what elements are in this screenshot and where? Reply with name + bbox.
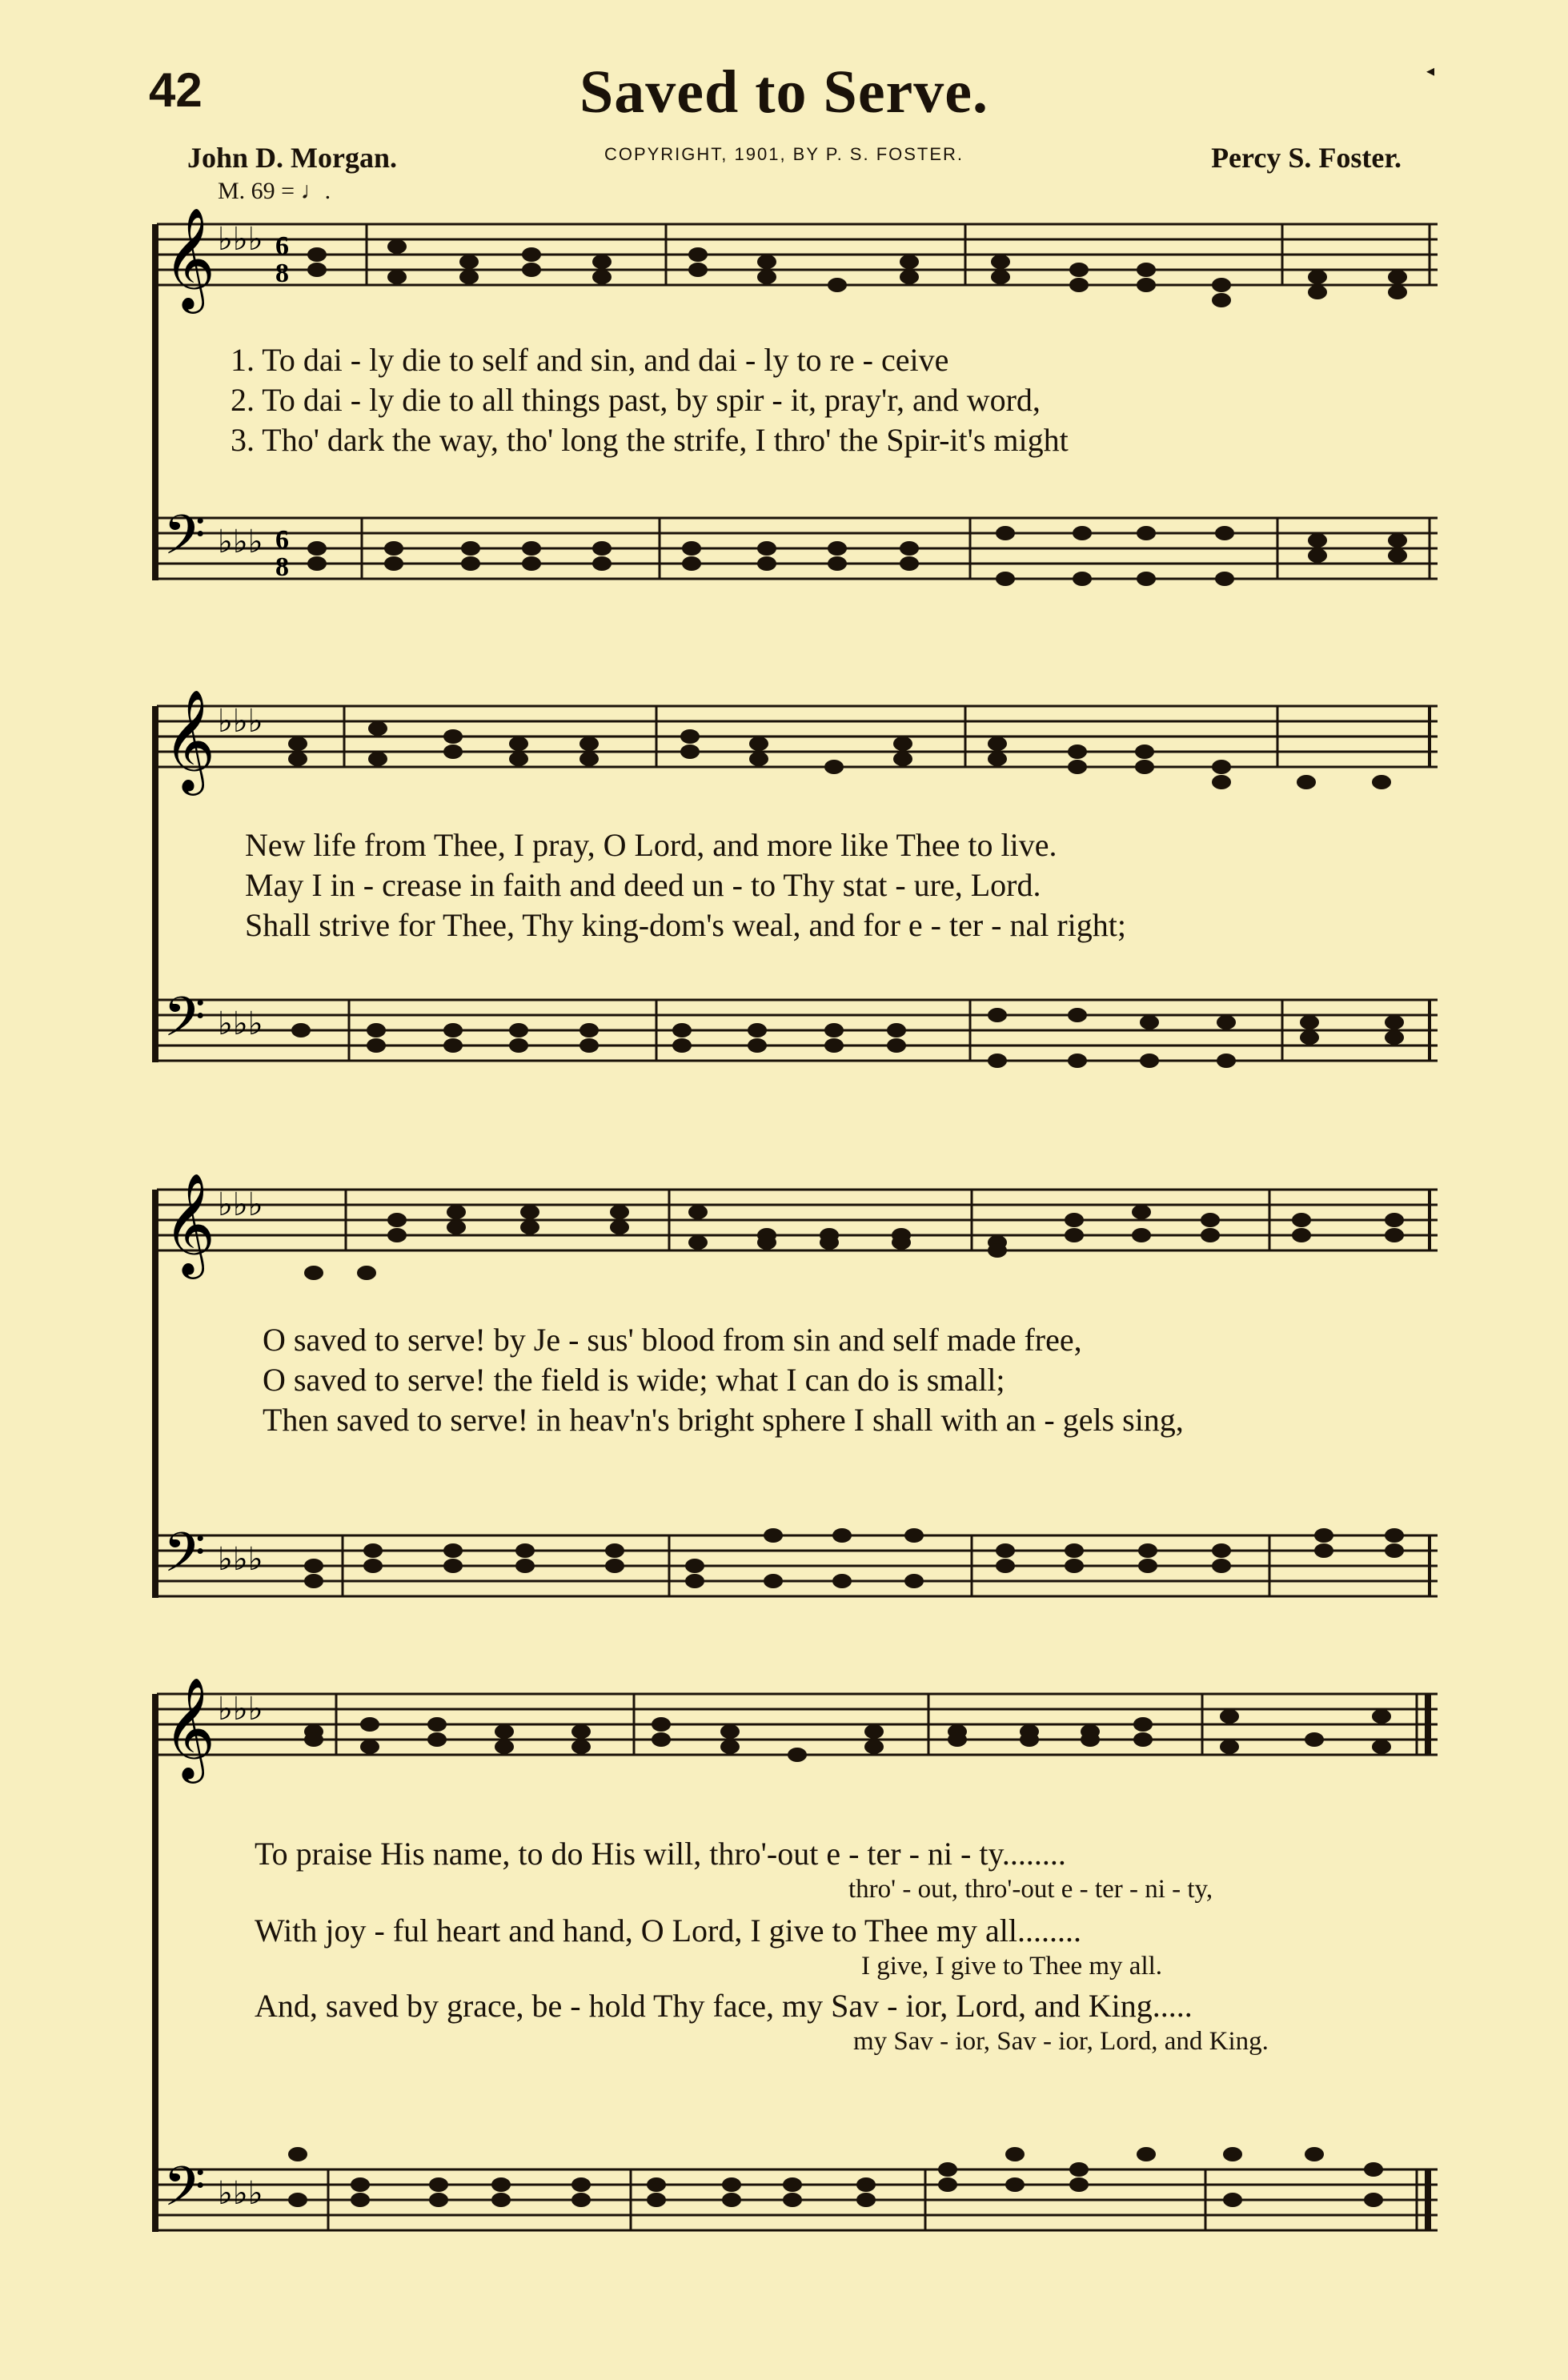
flat-icon: ♭♭♭ [218, 2175, 263, 2211]
flat-icon: ♭♭♭ [218, 221, 263, 257]
lyrics-line-verse-2: With joy - ful heart and hand, O Lord, I give to Thee my all........ [255, 1912, 1081, 1949]
treble-clef-icon: 𝄞 [163, 207, 216, 309]
bass-staff [157, 518, 1438, 579]
treble-clef-icon: 𝄞 [163, 1172, 216, 1274]
tempo-marking: M. 69 = ♩. [218, 178, 331, 204]
lyric-text: 1. To dai - ly die to self and sin, and dai - ly to re - ceive [231, 342, 949, 378]
lyrics-line-verse-2: O saved to serve! the field is wide; what I can do is small; [263, 1362, 1005, 1398]
lyrics-line-verse-1: New life from Thee, I pray, O Lord, and more like Thee to live. [245, 827, 1057, 863]
time-signature-top: 6 [275, 231, 289, 261]
bass-clef-icon: 𝄢 [163, 504, 206, 580]
echo-lyrics-verse-3: my Sav - ior, Sav - ior, Lord, and King. [853, 2027, 1269, 2056]
lyricist-credit: John D. Morgan. [187, 142, 398, 174]
page-title: Saved to Serve. [579, 58, 989, 126]
lyrics-line-verse-1 [231, 344, 1367, 376]
lyrics-line-verse-2 [231, 384, 1391, 416]
lyrics-line-verse-3 [231, 424, 1391, 456]
bass-clef-icon: 𝄢 [163, 2156, 206, 2232]
flat-icon: ♭♭♭ [218, 524, 263, 560]
time-signature-top: 6 [275, 525, 289, 555]
system-4 [152, 1676, 1438, 2232]
treble-clef-icon: 𝄞 [163, 1676, 216, 1779]
flat-icon: ♭♭♭ [218, 1005, 263, 1042]
treble-staff [157, 224, 1438, 285]
lyrics-line-verse-3: And, saved by grace, be - hold Thy face, my Sav - ior, Lord, and King..... [255, 1988, 1193, 2024]
echo-lyrics-verse-2: I give, I give to Thee my all. [861, 1952, 1163, 1981]
lyrics-line-verse-3: Shall strive for Thee, Thy king-dom's weal, and for e - ter - nal right; [245, 907, 1126, 943]
time-signature-bottom: 8 [275, 259, 289, 288]
bass-clef-icon: 𝄢 [163, 1522, 206, 1598]
time-signature-bottom: 8 [275, 552, 289, 582]
flat-icon: ♭♭♭ [218, 703, 263, 739]
composer-credit: Percy S. Foster. [1211, 142, 1402, 174]
lyrics-line-verse-1: O saved to serve! by Je - sus' blood from sin and self made free, [263, 1322, 1082, 1358]
lyric-text: 2. To dai - ly die to all things past, by spir - it, pray'r, and word, [231, 382, 1041, 418]
lyrics-line-verse-1: To praise His name, to do His will, thro'-out e - ter - ni - ty........ [255, 1836, 1066, 1872]
lyrics-line-verse-3: Then saved to serve! in heav'n's bright sphere I shall with an - gels sing, [263, 1402, 1184, 1438]
page-number: 42 [149, 63, 203, 117]
lyric-text: 3. Tho' dark the way, tho' long the strife, I thro' the Spir-it's might [231, 422, 1069, 458]
corner-mark-icon: ◂ [1426, 62, 1435, 80]
treble-clef-icon: 𝄞 [163, 688, 216, 791]
flat-icon: ♭♭♭ [218, 1691, 263, 1727]
flat-icon: ♭♭♭ [218, 1186, 263, 1222]
echo-lyrics-verse-1: thro' - out, thro'-out e - ter - ni - ty, [848, 1875, 1213, 1904]
copyright-notice: COPYRIGHT, 1901, BY P. S. FOSTER. [604, 144, 964, 164]
lyrics-line-verse-2: May I in - crease in faith and deed un - to Thy stat - ure, Lord. [245, 867, 1041, 903]
bass-clef-icon: 𝄢 [163, 986, 206, 1062]
flat-icon: ♭♭♭ [218, 1541, 263, 1577]
